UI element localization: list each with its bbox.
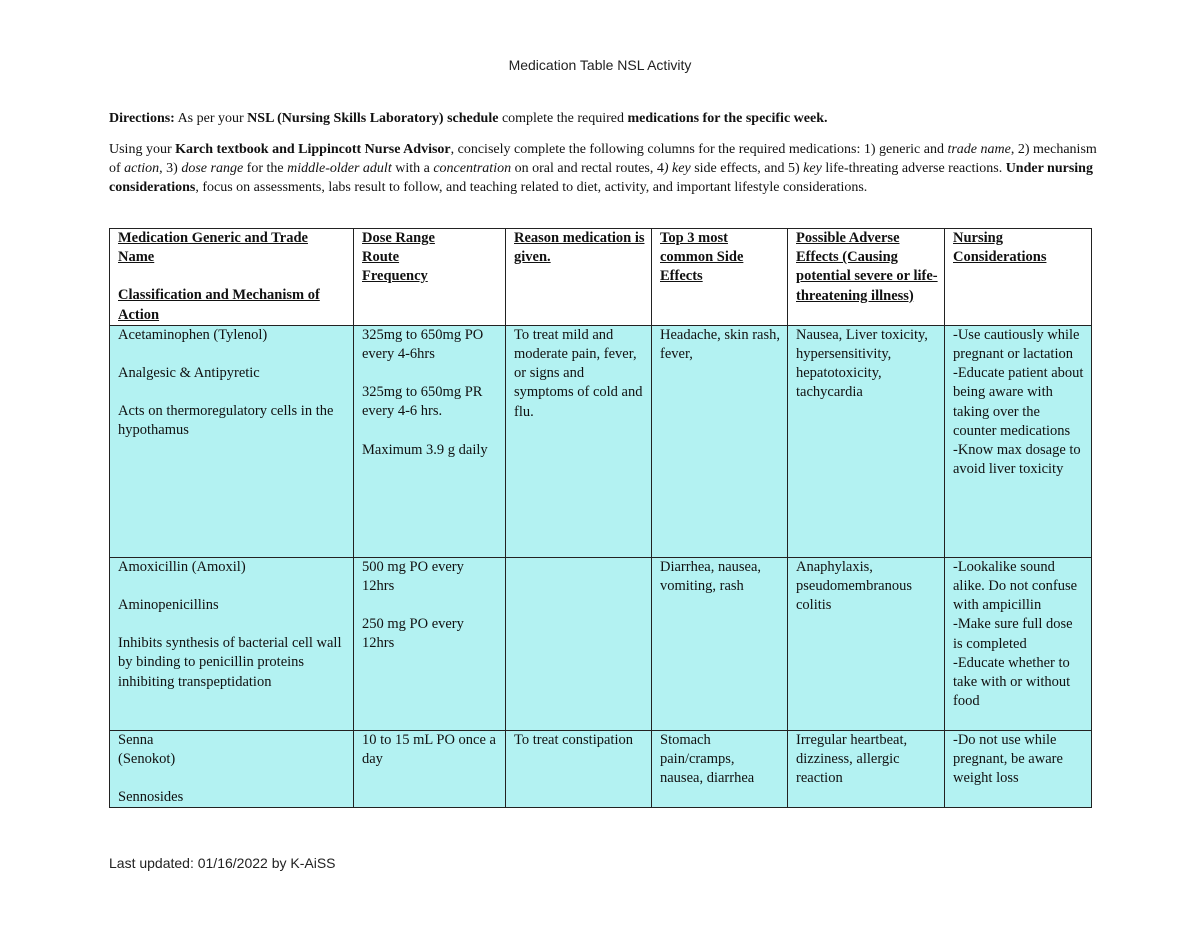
intro-text: side effects, and 5) (690, 161, 804, 176)
table-row (110, 557, 1092, 730)
cell-medication (110, 325, 354, 557)
directions-paragraph (109, 109, 1099, 128)
cell-dose (354, 557, 506, 730)
header-adverse-effects (788, 229, 945, 326)
cell-reason (506, 557, 652, 730)
dose-line: 250 mg PO every 12hrs (362, 616, 464, 652)
cell-reason (506, 325, 652, 557)
intro-text: with a (391, 161, 434, 176)
cell-side-effects (652, 325, 788, 557)
header-medication-name: Medication Generic and Trade Name (118, 230, 308, 266)
header-medication (110, 229, 354, 326)
page-title: Medication Table NSL Activity (508, 57, 692, 73)
intro-italic: concentration (433, 161, 512, 176)
cell-medication (110, 730, 354, 808)
intro-text: life-threating adverse reactions. (821, 161, 1006, 176)
nursing-text: -Lookalike sound alike. Do not confuse with ampicillin -Make sure full dose is completed -Educate whether to take with or without food (953, 558, 1078, 710)
cell-adverse-effects (788, 557, 945, 730)
medication-mechanism: Acts on thermoregulatory cells in the hypothamus (118, 403, 334, 439)
cell-nursing (945, 557, 1092, 730)
intro-bold: Under nursing considerations (109, 161, 1093, 195)
reason-text: To treat constipation (514, 731, 633, 748)
intro-text: , concisely complete the following columns for the required medications: 1) generic and (450, 142, 948, 157)
header-reason (506, 229, 652, 326)
directions-bold: NSL (Nursing Skills Laboratory) schedule (247, 111, 499, 126)
intro-italic: trade name (947, 142, 1011, 157)
nursing-text: -Use cautiously while pregnant or lactation -Educate patient about being aware with taking over the counter medications -Know max dosage to avoid liver toxicity (953, 326, 1084, 478)
directions-text: complete the required (498, 111, 628, 126)
medication-name: Amoxicillin (Amoxil) (118, 558, 246, 575)
intro-italic: ) key (663, 161, 691, 176)
header-reason-text: Reason medication is given. (514, 230, 645, 266)
side-effects-text: Stomach pain/cramps, nausea, diarrhea (660, 731, 755, 787)
header-nursing (945, 229, 1092, 326)
intro-text: for the (243, 161, 288, 176)
cell-side-effects (652, 730, 788, 808)
medication-name: Acetaminophen (Tylenol) (118, 326, 268, 343)
last-updated-footer: Last updated: 01/16/2022 by K-AiSS (109, 855, 336, 871)
intro-text: , 2) mechanism of (109, 142, 1097, 176)
intro-bold: Karch textbook and Lippincott Nurse Advisor (175, 142, 451, 157)
dose-line: 10 to 15 mL PO once a day (362, 731, 496, 768)
table-row (110, 325, 1092, 557)
directions-bold: medications for the specific week. (627, 111, 828, 126)
medication-class: Sennosides (118, 789, 184, 806)
cell-dose (354, 325, 506, 557)
directions-label: Directions: (109, 111, 175, 126)
dose-line: 500 mg PO every 12hrs (362, 558, 464, 595)
intro-italic: key (803, 161, 822, 176)
intro-text: , 3) (159, 161, 182, 176)
reason-text: To treat mild and moderate pain, fever, or signs and symptoms of cold and flu. (514, 326, 643, 420)
intro-italic: middle-older adult (287, 161, 392, 176)
dose-line: 325mg to 650mg PO every 4-6hrs (362, 326, 484, 363)
intro-italic: action (124, 161, 160, 176)
header-side-effects (652, 229, 788, 326)
header-dose-text: Dose Range Route Frequency (362, 230, 435, 285)
cell-side-effects (652, 557, 788, 730)
table-row (110, 730, 1092, 808)
adverse-text: Anaphylaxis, pseudomembranous colitis (796, 558, 912, 614)
cell-adverse-effects (788, 730, 945, 808)
side-effects-text: Diarrhea, nausea, vomiting, rash (660, 558, 762, 595)
intro-text: Using your (109, 142, 176, 157)
header-classification: Classification and Mechanism of Action (118, 287, 320, 323)
medication-mechanism: Inhibits synthesis of bacterial cell wall by binding to penicillin proteins inhibiting transpeptidation (118, 635, 342, 690)
cell-dose (354, 730, 506, 808)
directions-text: As per your (174, 111, 248, 126)
intro-italic: dose range (181, 161, 244, 176)
cell-medication (110, 557, 354, 730)
dose-line: Maximum 3.9 g daily (362, 441, 488, 458)
medication-table (109, 228, 1092, 808)
header-side-effects-text: Top 3 most common Side Effects (660, 230, 744, 285)
cell-reason (506, 730, 652, 808)
side-effects-text: Headache, skin rash, fever, (660, 326, 780, 363)
cell-adverse-effects (788, 325, 945, 557)
cell-nursing (945, 325, 1092, 557)
medication-class: Analgesic & Antipyretic (118, 365, 260, 382)
adverse-text: Nausea, Liver toxicity, hypersensitivity, hepatotoxicity, tachycardia (796, 326, 928, 401)
header-dose (354, 229, 506, 326)
nursing-text: -Do not use while pregnant, be aware weight loss (953, 731, 1063, 787)
medication-class: Aminopenicillins (118, 597, 219, 614)
medication-name: Senna (Senokot) (118, 731, 176, 768)
intro-text: , focus on assessments, labs result to follow, and teaching related to diet, activity, and important lifestyle considerations. (195, 180, 868, 195)
dose-line: 325mg to 650mg PR every 4-6 hrs. (362, 384, 483, 420)
adverse-text: Irregular heartbeat, dizziness, allergic reaction (796, 731, 908, 787)
header-adverse-text: Possible Adverse Effects (Causing potential severe or life-threatening illness) (796, 230, 938, 304)
table-header-row (110, 229, 1092, 326)
header-nursing-text: Nursing Considerations (953, 230, 1047, 266)
intro-text: on oral and rectal routes, 4 (511, 161, 664, 176)
instructions-paragraph (109, 140, 1099, 197)
cell-nursing (945, 730, 1092, 808)
